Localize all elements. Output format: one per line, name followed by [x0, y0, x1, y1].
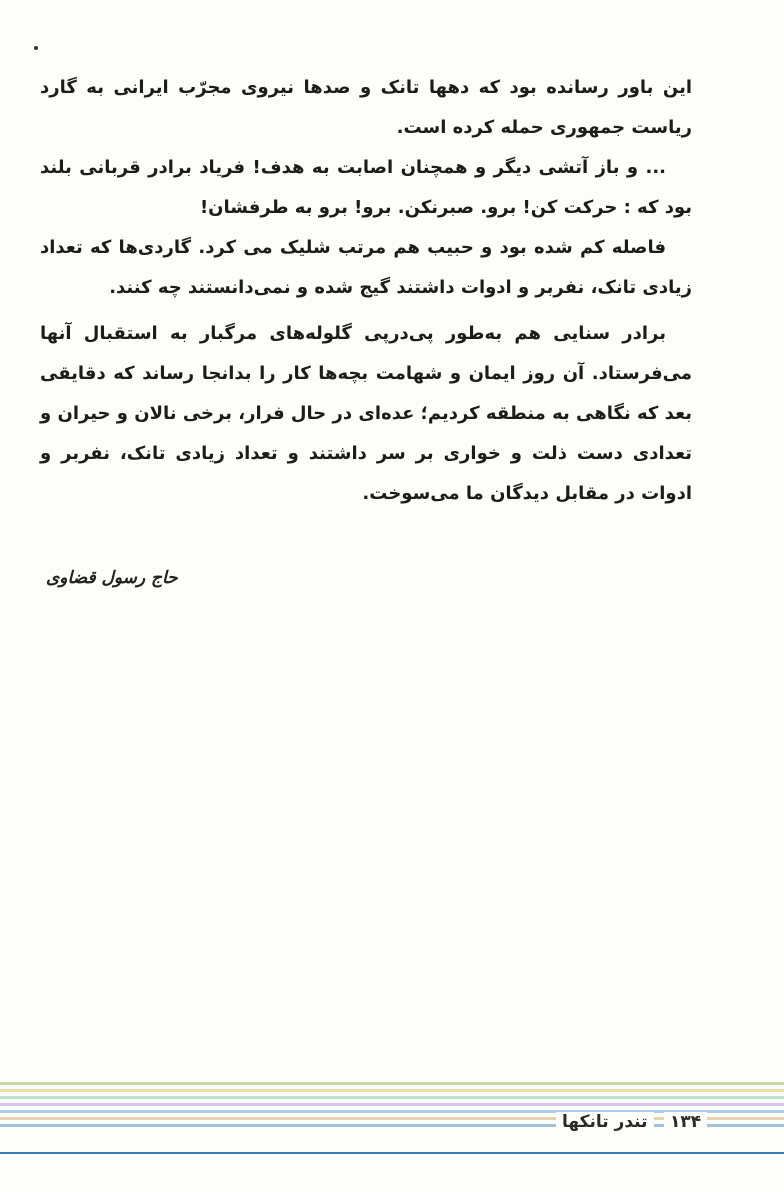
author-signature: حاج رسول قضاوی [46, 568, 178, 588]
stripe [0, 1082, 784, 1085]
paragraph-3: فاصله کم شده بود و حبیب هم مرتب شلیک می کرد. گاردی‌ها که تعداد زیادی تانک، نفربر و ادوات داشتند گیج شده و نمی‌دانستند چه کنند. [40, 237, 692, 298]
page-footer [0, 1112, 784, 1142]
page-number: ۱۳۴ [664, 1112, 707, 1132]
page-mark [34, 46, 38, 50]
body-text [40, 68, 692, 514]
paragraph-1: این باور رسانده بود که دهها تانک و صدها نیروی مجرّب ایرانی به گارد ریاست جمهوری حمله کرده است. [40, 77, 692, 138]
running-title: تندر تانکها [556, 1112, 654, 1132]
footer-rule [0, 1152, 784, 1154]
stripe [0, 1103, 784, 1106]
paragraph-2: ... و باز آتشی دیگر و همچنان اصابت به هدف! فریاد برادر قربانی بلند بود که : حرکت کن! برو. صبرنکن. برو! برو به طرفشان! [40, 157, 692, 218]
paragraph-4: برادر سنایی هم به‌طور پی‌درپی گلوله‌های مرگبار به استقبال آنها می‌فرستاد. آن روز ایمان و شهامت بچه‌ها کار را بدانجا رساند که دقایقی بعد که نگاهی به منطقه کردیم؛ عده‌ای در حال فرار، برخی نالان و حیران و تعدادی دست ذلت و خواری بر سر داشتند و تعداد زیادی تانک، نفربر و ادوات در مقابل دیدگان ما می‌سوخت. [40, 323, 692, 504]
stripe [0, 1089, 784, 1092]
stripe [0, 1096, 784, 1099]
